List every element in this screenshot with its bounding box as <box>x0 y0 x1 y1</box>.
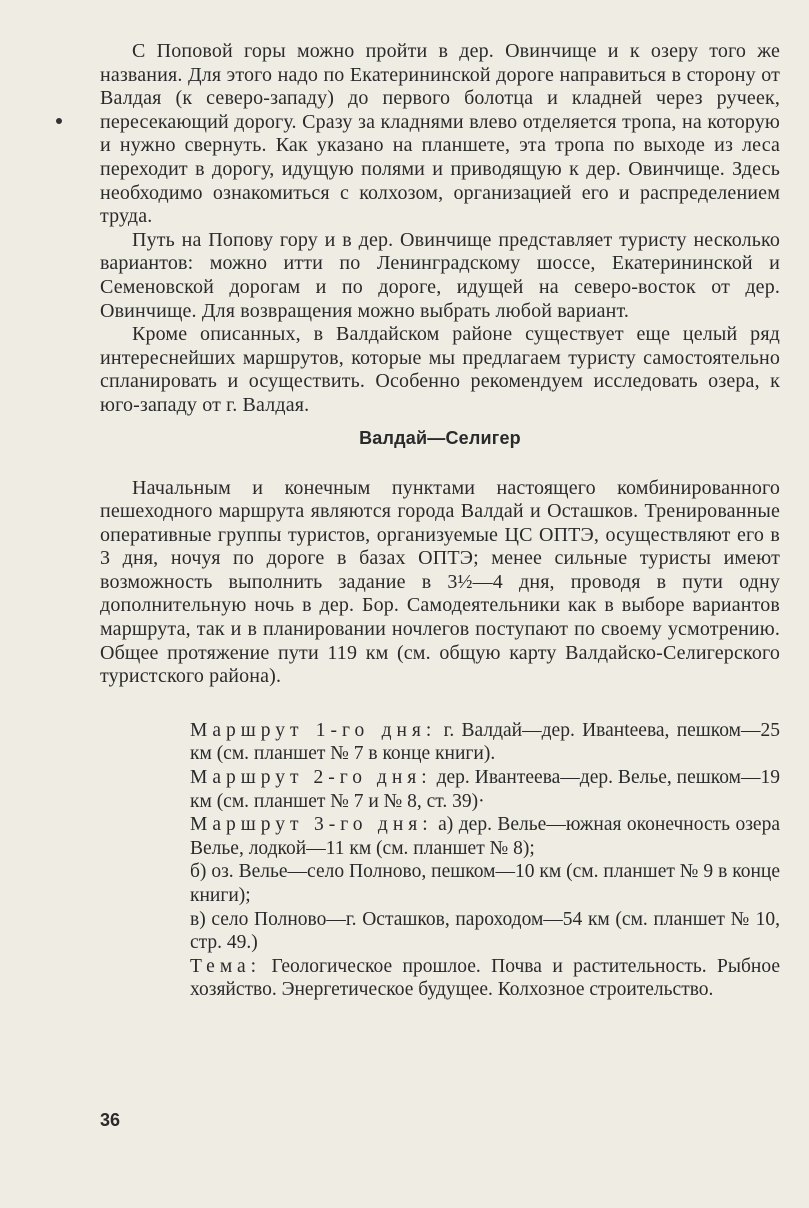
route-day-1-text: г. Валдай—дер. Иванteева, пешком—25 км (см. планшет № 7 в конце книги). <box>190 719 781 765</box>
route-day-2-label: Маршрут 2-го дня: <box>190 767 432 789</box>
route-day-3-c: в) село Полново—г. Осташков, пароходом—54 км (см. планшет № 10, стр. 49.) <box>190 908 780 954</box>
routes-list <box>190 719 780 1002</box>
paragraph-other-routes: Кроме описанных, в Валдайском районе существует еще целый ряд интереснейших маршрутов, которые мы предлагаем туристу самостоятельно спланировать и осуществить. Особенно рекомендуем исследовать озера, к юго-западу от г. Валдая. <box>100 323 780 416</box>
margin-dot <box>56 118 62 124</box>
route-theme-label: Тема: <box>190 955 262 977</box>
route-day-2-text: дер. Ивантеева—дер. Велье, пешком—19 км (см. планшет № 7 и № 8, ст. 39)· <box>190 767 780 812</box>
route-day-3-text: а) дер. Велье—южная оконечность озера Велье, лодкой—11 км (см. планшет № 8); <box>190 814 780 859</box>
paragraph-popova-gora: С Поповой горы можно пройти в дер. Овинчище и к озеру того же названия. Для этого надо по Екатерининской дороге направиться в сторону от Валдая (к северо-западу) до первого болотца и кладней через ручеек, пересекающий дорогу. Сразу за кладнями влево отделяется тропа, на которую и нужно свернуть. Как указано на планшете, эта тропа по выходе из леса переходит в дорогу, идущую полями и приводящую к дер. Овинчище. Здесь необходимо ознакомиться с колхозом, организацией его и распределением труда. <box>100 40 780 228</box>
route-theme-text: Геологическое прошлое. Почва и растительность. Рыбное хозяйство. Энергетическое будущее. Колхозное строительство. <box>190 955 780 1001</box>
paragraph-valdai-seliger: Начальным и конечным пунктами настоящего комбинированного пешеходного маршрута являются города Валдай и Осташков. Тренированные оперативные группы туристов, организуемые ЦС ОПТЭ, осуществляют его в 3 дня, ночуя по дороге в базах ОПТЭ; менее сильные туристы имеют возможность выполнить задание в 3½—4 дня, проводя в пути одну дополнительную ночь в дер. Бор. Самодеятельники как в выборе вариантов маршрута, так и в планировании ночлегов поступают по своему усмотрению. Общее протяжение пути 119 км (см. общую карту Валдайско-Селигерского туристского района). <box>100 476 780 688</box>
route-day-1 <box>190 719 780 766</box>
page-body <box>100 40 780 1002</box>
section-heading: Валдай—Селигер <box>359 427 521 448</box>
route-day-2 <box>190 766 780 813</box>
route-day-3-label: Маршрут 3-го дня: <box>190 814 433 836</box>
page-number: 36 <box>100 1110 121 1130</box>
route-day-3 <box>190 813 780 860</box>
route-day-1-label: Маршрут 1-го дня: <box>190 719 437 741</box>
paragraph-path-variants: Путь на Попову гору и в дер. Овинчище представляет туристу несколько вариантов: можно итти по Ленинградскому шоссе, Екатерининской и Семеновской дорогам и по дороге, идущей на северо-восток от дер. Овинчище. Для возвращения можно выбрать любой вариант. <box>100 228 780 322</box>
route-theme <box>190 955 780 1002</box>
route-day-3-b: б) оз. Велье—село Полново, пешком—10 км (см. планшет № 9 в конце книги); <box>190 861 780 906</box>
